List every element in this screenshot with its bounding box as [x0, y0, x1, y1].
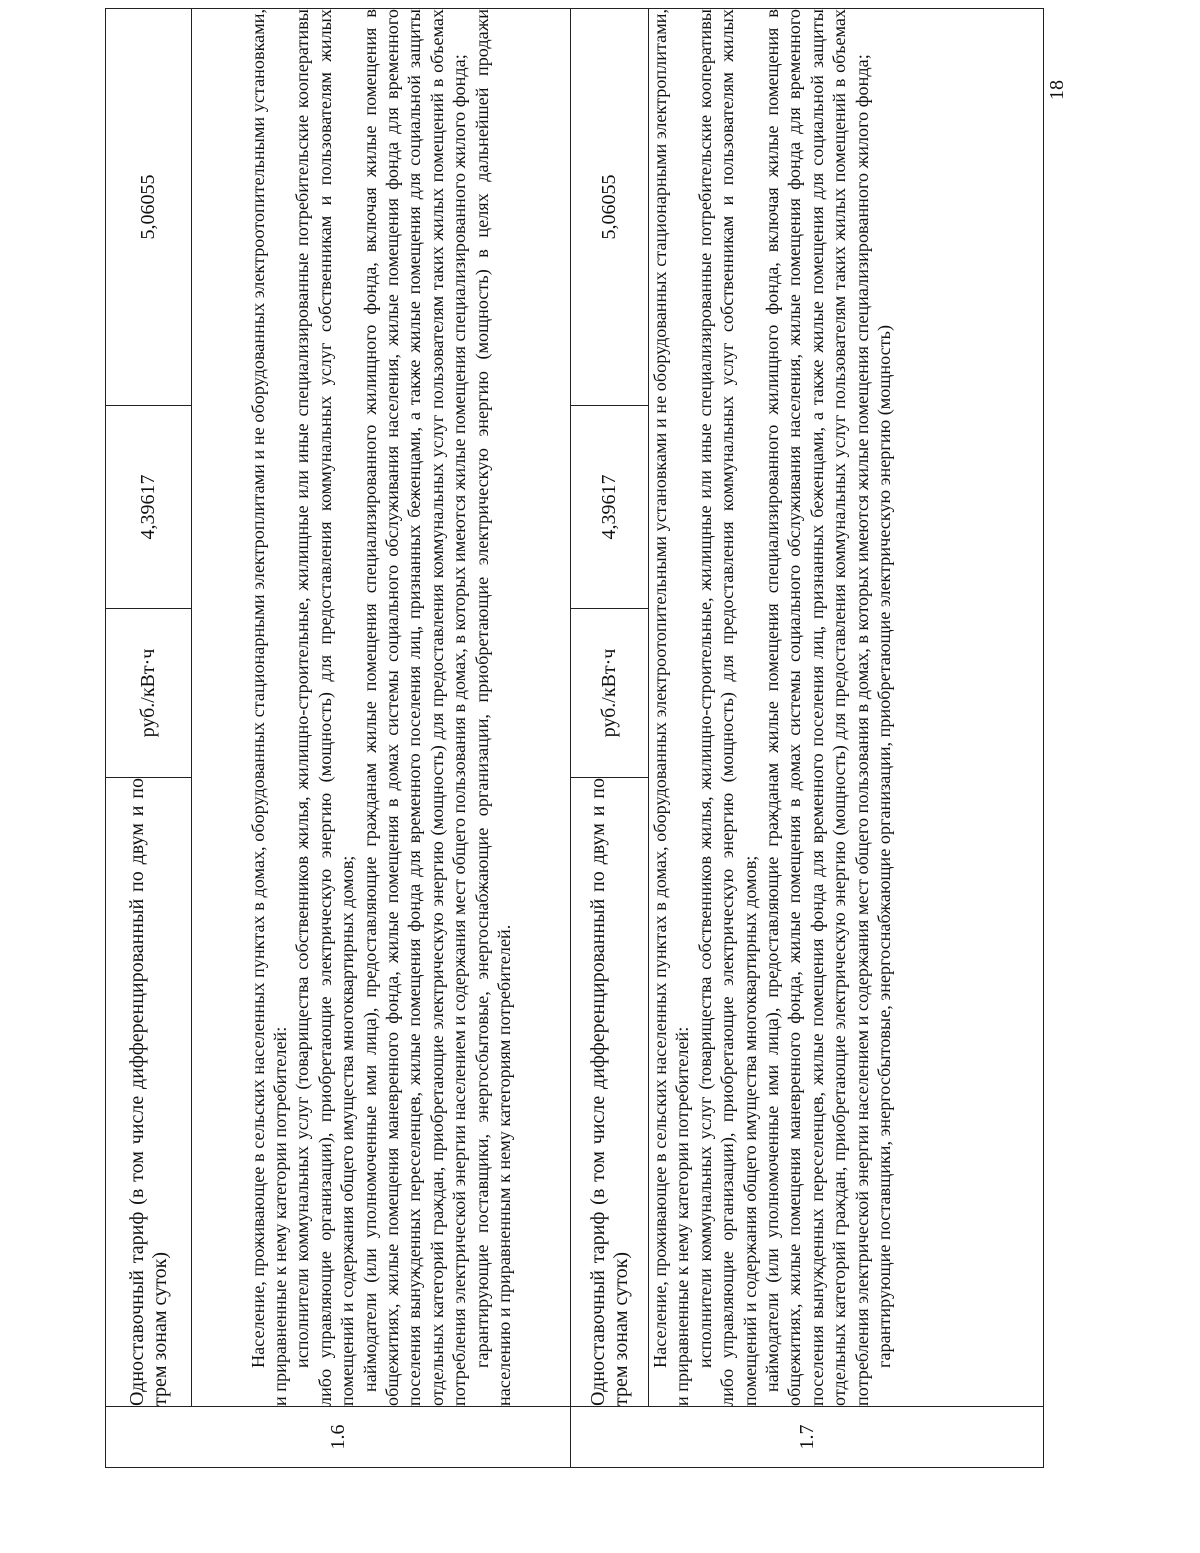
paragraph: наймодатели (или уполномоченные ими лица), предоставляющие гражданам жилые помещения специализированного жилищного фонда, включая жилые помещения в общежитиях, жилые помещения маневренного фонда, жилые помещения в домах системы социального обслуживания населения, жилые помещения фонда для временного поселения вынужденных переселенцев, жилые помещения фонда для временного поселения лиц, признанных беженцами, а также жилые помещения для социальной защиты отдельных категорий граждан, приобретающие электрическую энергию (мощность) для предоставления коммунальных услуг пользователям таких жилых помещений в объемах потребления электрической энергии населением и содержания мест общего пользования в домах, в которых имеются жилые помещения специализированного жилого фонда;	[359, 9, 470, 1406]
tariff-table	[105, 8, 1044, 1468]
paragraph: наймодатели (или уполномоченные ими лица), предоставляющие гражданам жилые помещения специализированного жилищного фонда, включая жилые помещения в общежитиях, жилые помещения маневренного фонда, жилые помещения в домах системы социального обслуживания населения, жилые помещения фонда для временного поселения вынужденных переселенцев, жилые помещения фонда для временного поселения лиц, признанных беженцами, а также жилые помещения для социальной защиты отдельных категорий граждан, приобретающие электрическую энергию (мощность) для предоставления коммунальных услуг пользователям таких жилых помещений в объемах потребления электрической энергии населением и содержания мест общего пользования в домах, в которых имеются жилые помещения специализированного жилого фонда;	[762, 9, 872, 1406]
paragraph: исполнители коммунальных услуг (товарищества собственников жилья, жилищно-строительные, жилищные или иные специализированные потребительские кооперативы либо управляющие организации), приобретающие электрическую энергию (мощность) для предоставления коммунальных услуг собственникам и пользователям жилых помещений и содержания общего имущества многоквартирных домов;	[292, 9, 358, 1406]
table-row	[571, 9, 649, 1468]
value-cell: 5,06055	[571, 9, 649, 406]
consumer-description	[192, 9, 571, 1407]
paragraph: гарантирующие поставщики, энергосбытовые, энергоснабжающие организации, приобретающие электрическую энергию (мощность)	[874, 324, 895, 1368]
rotated-page	[105, 8, 1050, 1468]
paragraph: Население, проживающее в сельских населенных пунктах в домах, оборудованных стационарными электроплитами и не оборудованных электроотопительными установками, и приравненные к нему категории потребителей:	[247, 9, 290, 1406]
table-row	[106, 9, 192, 1468]
unit-cell: руб./кВт·ч	[571, 609, 649, 778]
table-row	[192, 9, 571, 1468]
value-cell: 5,06055	[106, 9, 192, 406]
tariff-name: Одноставочный тариф (в том числе дифференцированный по двум и по трем зонам суток)	[571, 778, 649, 1407]
table-row	[649, 9, 1044, 1468]
row-number: 1.7	[571, 1407, 1044, 1468]
page-number: 18	[1046, 80, 1068, 100]
paragraph: исполнители коммунальных услуг (товарищества собственников жилья, жилищно-строительные, жилищные или иные специализированные потребительские кооперативы либо управляющие организации), приобретающие электрическую энергию (мощность) для предоставления коммунальных услуг собственникам и пользователям жилых помещений и содержания общего имущества многоквартирных домов;	[694, 9, 760, 1406]
paragraph: Население, проживающее в сельских населенных пунктах в домах, оборудованных электроотопительными установками и не оборудованных стационарными электроплитами, и приравненные к нему категории потребителей:	[650, 9, 693, 1406]
value-cell: 4,39617	[106, 406, 192, 609]
row-number: 1.6	[106, 1407, 571, 1468]
paragraph: гарантирующие поставщики, энергосбытовые, энергоснабжающие организации, приобретающие электрическую энергию (мощность) в целях дальнейшей продажи населению и приравненным к нему категориям потребителей.	[471, 9, 515, 1406]
value-cell: 4,39617	[571, 406, 649, 609]
consumer-description	[649, 9, 1044, 1407]
tariff-name: Одноставочный тариф (в том числе дифференцированный по двум и по трем зонам суток)	[106, 778, 192, 1407]
unit-cell: руб./кВт·ч	[106, 609, 192, 778]
